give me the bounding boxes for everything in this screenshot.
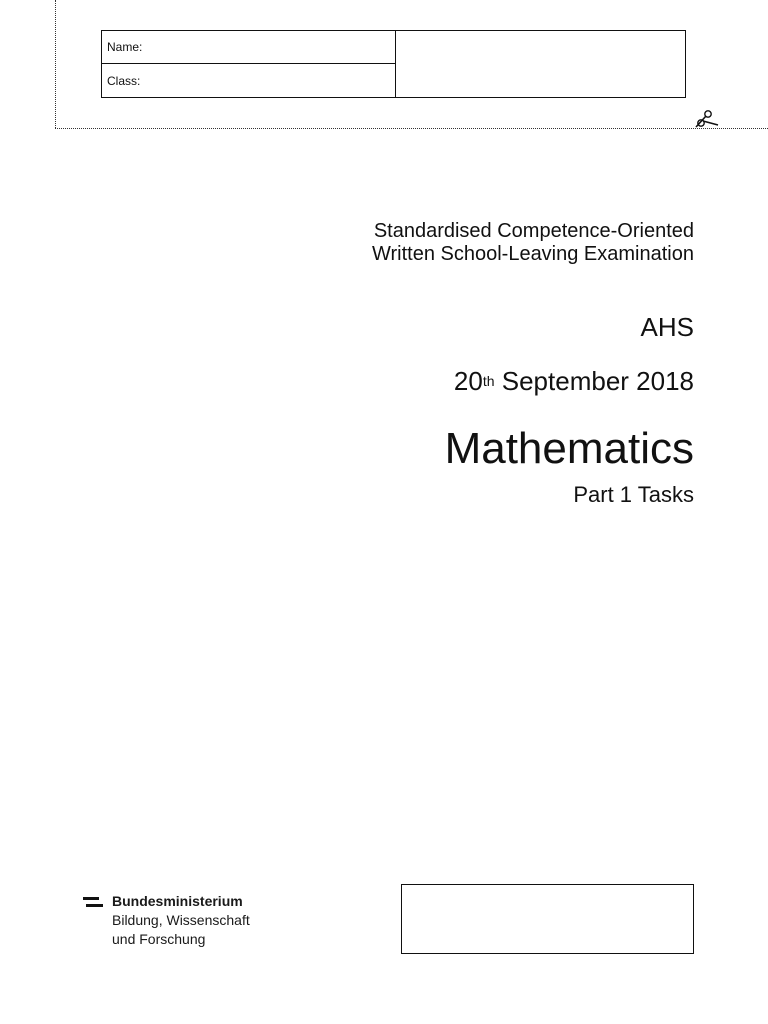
exam-date bbox=[454, 366, 694, 396]
part-title: Part 1 Tasks bbox=[573, 482, 694, 507]
ministry-name-line-2: Bildung, Wissenschaft bbox=[112, 912, 250, 928]
cut-line-horizontal bbox=[55, 128, 768, 129]
ministry-name bbox=[112, 892, 250, 949]
date-month-year: September 2018 bbox=[494, 366, 694, 396]
date-ordinal: th bbox=[482, 373, 495, 389]
cut-line-vertical bbox=[55, 0, 56, 128]
student-info-fields bbox=[102, 31, 396, 97]
exam-title-line-1: Standardised Competence-Oriented bbox=[373, 220, 694, 242]
ministry-name-line-1: Bundesministerium bbox=[112, 893, 243, 909]
subject-title: Mathematics bbox=[444, 424, 694, 473]
student-info-box bbox=[101, 30, 686, 98]
class-label: Class: bbox=[107, 74, 141, 88]
candidate-code-box[interactable] bbox=[401, 884, 694, 954]
ministry-name-line-3: und Forschung bbox=[112, 931, 206, 947]
ministry-logo bbox=[83, 892, 303, 956]
name-label: Name: bbox=[107, 40, 143, 54]
name-field[interactable] bbox=[102, 31, 395, 64]
cut-off-header bbox=[0, 0, 768, 130]
scissors-icon bbox=[694, 106, 720, 130]
exam-title-line-2: Written School-Leaving Examination bbox=[371, 243, 694, 265]
austrian-flag-mark-icon bbox=[83, 896, 103, 908]
date-day: 20 bbox=[453, 366, 483, 396]
class-field[interactable] bbox=[102, 65, 395, 98]
school-type: AHS bbox=[640, 312, 694, 342]
